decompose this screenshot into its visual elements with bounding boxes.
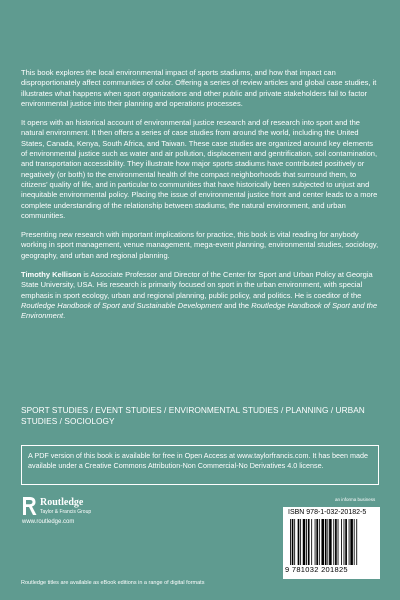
barcode-bar [356,519,357,565]
barcode-bar [298,519,300,565]
barcode-bar [349,519,350,565]
ebook-footnote: Routledge titles are available as eBook editions in a range of digital formats [21,580,205,586]
subject-categories: SPORT STUDIES / EVENT STUDIES / ENVIRONMENTAL STUDIES / PLANNING / URBAN STUDIES / SOCIOLOGY [21,405,365,427]
publisher-website: www.routledge.com [22,519,75,525]
barcode-digits: 9 781032 201825 [285,565,348,574]
barcode-bar [315,519,316,565]
barcode-bar [327,519,328,565]
barcode-bar [294,519,295,565]
barcode-bar [341,519,342,565]
barcode-graphic [289,519,375,565]
author-bio-text-2: and the [221,300,252,310]
barcode-bar [311,519,312,565]
publisher-name: Routledge [40,497,84,508]
barcode-bar [321,519,324,565]
open-access-notice: A PDF version of this book is available for free in Open Access at www.taylorfrancis.com. It has been made available under a Creative Commons Attribution-Non Commercial-No Derivatives 4.0 license. [21,445,379,485]
author-name: Timothy Kellison [21,270,82,280]
blurb-paragraph-1: This book explores the local environmental impact of sports stadiums, and how that impact can disproportionately affect communities of color. Offering a series of review articles and global case studies, it illustrates what happens when sport organizations and other public and private stakeholders fail to factor environmental justice into their planning and operations processes. [21,68,377,108]
barcode-bar [338,519,339,565]
barcode-bar [335,519,337,565]
isbn-label: ISBN 978-1-032-20182-5 [288,509,367,516]
author-bio-text-3: . [63,311,66,321]
blurb-paragraph-2: It opens with an historical account of environmental justice research and of research into sport and the natural environment. It then offers a series of case studies from around the world, including the United States, Canada, Kenya, South Africa, and Taiwan. These case studies are organized around key elements of environmental justice such as water and air pollution, displacement and gentrification, soil contamination, and transportation accessibility. They illustrate how major sports stadiums have contributed positively or negatively (or both) to the environmental health of the compact neighborhoods that surround them, to citizens’ quality of life, and in particular to communities that have historically been subjected to unjust and inequitable environmental policy. Placing the issue of environmental justice front and center leads to a more complete understanding of the relationship between stadiums, the natural environment, and urban communities. [21,118,378,220]
barcode-bar [350,519,353,565]
barcode-bar [344,519,345,565]
blurb-paragraph-3: Presenting new research with important implications for practice, this book is vital reading for anybody working in sport management, venue management, mega-event planning, environmental studies, sociology, geography, and urban and regional planning. [21,230,379,260]
routledge-logo [22,496,112,518]
barcode-bar [306,519,307,565]
barcode-bar [290,519,291,565]
author-bio [21,270,381,321]
book-title-2: Routledge Handbook of Sport and the Environment [21,300,378,321]
barcode-bar [300,519,301,565]
barcode-bar [333,519,334,565]
back-cover-blurb [21,68,381,322]
barcode-bar [303,519,306,565]
isbn-barcode-panel [283,507,380,579]
barcode-bar [325,519,327,565]
barcode-bar [345,519,347,565]
barcode-bar [319,519,320,565]
barcode-bar [292,519,294,565]
publisher-group: Taylor & Francis Group [40,509,92,515]
barcode-bar [354,519,355,565]
barcode-bar [329,519,332,565]
routledge-r-logo-icon [22,496,37,516]
author-bio-text-1: is Associate Professor and Director of the Center for Sport and Urban Policy at Georgia State University, USA. His research is primarily focused on sport in the urban environment, with special emphasis in sport ecology, urban and regional planning, public policy, and politics. He is coeditor of the [21,270,373,300]
barcode-bar [316,519,318,565]
barcode-bar [308,519,310,565]
imprint-label: an informa business [335,497,376,502]
book-title-1: Routledge Handbook of Sport and Sustainable Development [21,300,222,310]
